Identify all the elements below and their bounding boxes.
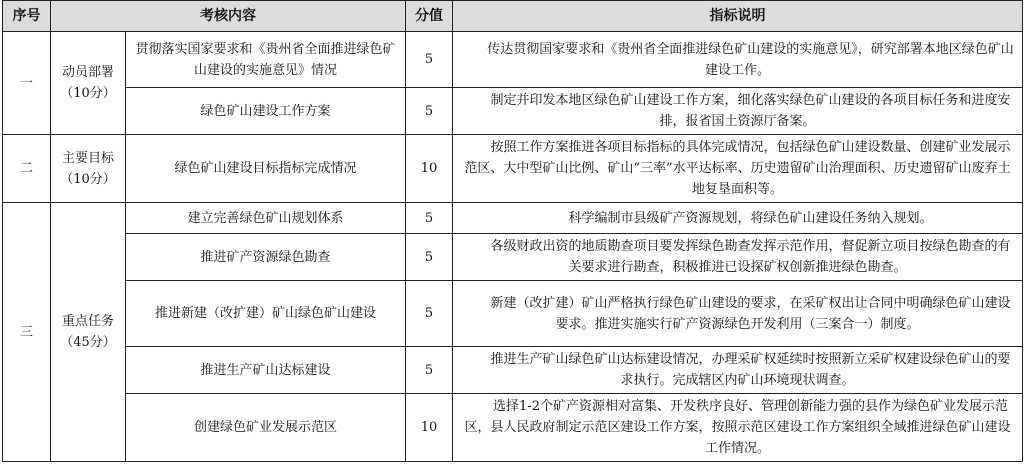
header-score: 分值 (406, 1, 453, 32)
item-score: 10 (406, 135, 453, 203)
group-category-name: 重点任务 (61, 314, 114, 329)
group-category-points: （45分） (60, 335, 116, 350)
item-desc: 各级财政出资的地质勘查项目要发挥绿色勘查发挥示范作用，督促新立项目按绿色勘查的有关要求进行勘查，积极推进已设探矿权创新推进绿色勘查。 (453, 234, 1023, 281)
table-row (3, 281, 1023, 347)
table-row (3, 88, 1023, 135)
item-content: 贯彻落实国家要求和《贵州省全面推进绿色矿山建设的实施意见》情况 (126, 32, 406, 88)
item-content: 推进生产矿山达标建设 (126, 347, 406, 394)
group-seq: 三 (3, 203, 51, 462)
item-content: 推进新建（改扩建）矿山绿色矿山建设 (126, 281, 406, 347)
group-category-points: （10分） (60, 86, 116, 101)
group-category-points: （10分） (60, 171, 116, 187)
group-seq: 一 (3, 32, 51, 135)
item-content: 绿色矿山建设工作方案 (126, 88, 406, 135)
item-content: 建立完善绿色矿山规划体系 (126, 203, 406, 234)
header-content: 考核内容 (51, 1, 406, 32)
table-row (3, 394, 1023, 462)
table-row (3, 32, 1023, 88)
item-score: 5 (406, 32, 453, 88)
group-category (51, 32, 126, 135)
assessment-table (2, 0, 1023, 462)
item-score: 5 (406, 281, 453, 347)
table-row (3, 135, 1023, 203)
table-row (3, 347, 1023, 394)
item-desc: 推进生产矿山绿色矿山达标建设情况，办理采矿权延续时按照新立采矿权建设绿色矿山的要求执行。完成辖区内矿山环境现状调查。 (453, 347, 1023, 394)
header-seq: 序号 (3, 1, 51, 32)
item-desc: 选择1-2个矿产资源相对富集、开发秩序良好、管理创新能力强的县作为绿色矿业发展示范区，县人民政府制定示范区建设工作方案，按照示范区建设工作方案组织全域推进绿色矿山建设工作情况。 (453, 394, 1023, 462)
group-category-name: 动员部署 (61, 65, 114, 80)
group-category (51, 203, 126, 462)
item-score: 5 (406, 88, 453, 135)
item-desc: 传达贯彻国家要求和《贵州省全面推进绿色矿山建设的实施意见》，研究部署本地区绿色矿山建设工作。 (453, 32, 1023, 88)
group-category (51, 135, 126, 203)
item-desc: 新建（改扩建）矿山严格执行绿色矿山建设的要求，在采矿权出让合同中明确绿色矿山建设要求。推进实施实行矿产资源绿色开发利用（三案合一）制度。 (453, 281, 1023, 347)
item-desc: 科学编制市县级矿产资源规划，将绿色矿山建设任务纳入规划。 (453, 203, 1023, 234)
item-score: 5 (406, 234, 453, 281)
item-desc: 制定并印发本地区绿色矿山建设工作方案，细化落实绿色矿山建设的各项目标任务和进度安排，报省国土资源厅备案。 (453, 88, 1023, 135)
item-score: 10 (406, 394, 453, 462)
group-category-name: 主要目标 (61, 150, 114, 166)
table-row (3, 203, 1023, 234)
header-row (3, 1, 1023, 32)
item-desc: 按照工作方案推进各项目标指标的具体完成情况，包括绿色矿山建设数量、创建矿业发展示范区、大中型矿山比例、矿山“三率”水平达标率、历史遗留矿山治理面积、历史遗留矿山废弃土地复垦面积等。 (453, 135, 1023, 203)
item-content: 绿色矿山建设目标指标完成情况 (126, 135, 406, 203)
item-score: 5 (406, 203, 453, 234)
group-seq: 二 (3, 135, 51, 203)
item-score: 5 (406, 347, 453, 394)
item-content: 推进矿产资源绿色勘查 (126, 234, 406, 281)
header-desc: 指标说明 (453, 1, 1023, 32)
table-row (3, 234, 1023, 281)
item-content: 创建绿色矿业发展示范区 (126, 394, 406, 462)
